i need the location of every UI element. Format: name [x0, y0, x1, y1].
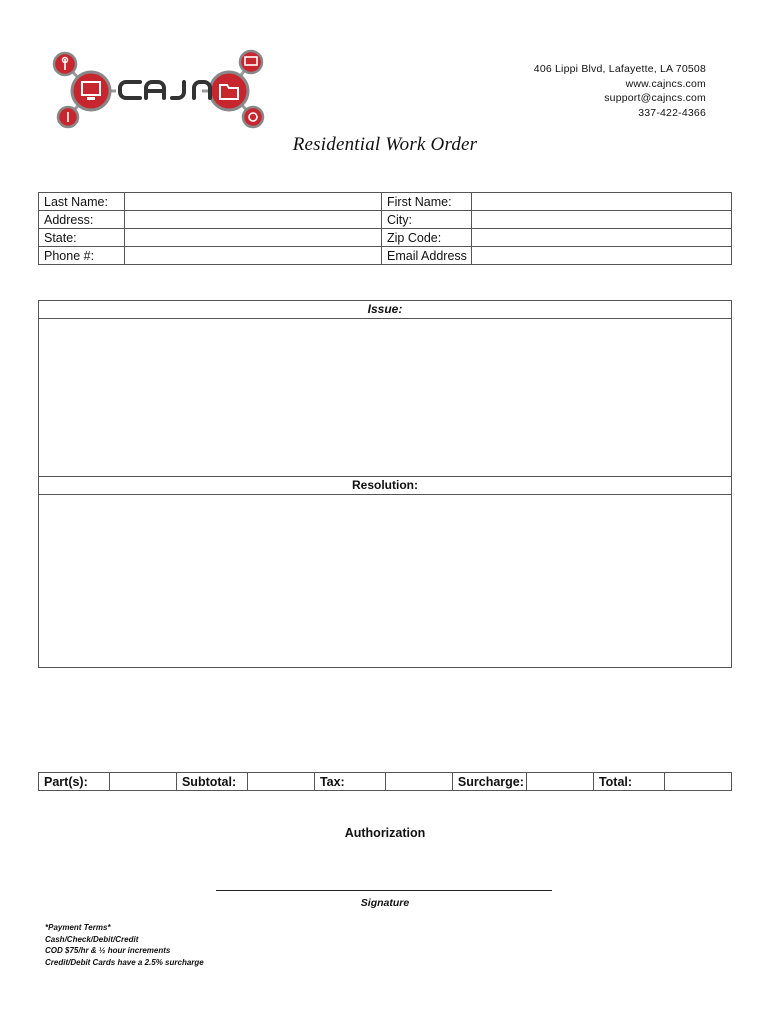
city-label: City: [382, 211, 472, 229]
payment-terms-line: Cash/Check/Debit/Credit [45, 934, 139, 944]
total-field[interactable] [665, 773, 732, 791]
last-name-label: Last Name: [39, 193, 125, 211]
company-email[interactable]: support@cajncs.com [604, 92, 706, 104]
resolution-textarea[interactable] [39, 495, 731, 667]
company-phone: 337-422-4366 [638, 106, 706, 119]
total-label: Total: [593, 773, 664, 791]
payment-terms-line: COD $75/hr & ½ hour increments [45, 946, 171, 955]
first-name-field[interactable] [472, 193, 732, 211]
phone-label: Phone #: [39, 247, 125, 265]
payment-terms-heading: *Payment Terms* [45, 923, 111, 932]
page-title: Residential Work Order [292, 134, 478, 155]
zip-label: Zip Code: [382, 229, 472, 247]
subtotal-label: Subtotal: [176, 773, 247, 791]
surcharge-field[interactable] [527, 773, 594, 791]
address-label: Address: [39, 211, 125, 229]
authorization-heading: Authorization [344, 826, 426, 840]
company-contact [534, 62, 706, 120]
totals-table [38, 772, 732, 791]
issue-resolution-box [38, 300, 732, 668]
state-field[interactable] [125, 229, 382, 247]
issue-header: Issue: [39, 301, 731, 319]
signature-label: Signature [360, 897, 410, 909]
state-label: State: [39, 229, 125, 247]
company-website[interactable]: www.cajncs.com [625, 77, 706, 90]
zip-field[interactable] [472, 229, 732, 247]
cajn-logo [44, 42, 272, 134]
first-name-label: First Name: [382, 193, 472, 211]
address-field[interactable] [125, 211, 382, 229]
email-field[interactable] [472, 247, 732, 265]
city-field[interactable] [472, 211, 732, 229]
company-address: 406 Lippi Blvd, Lafayette, LA 70508 [533, 63, 706, 75]
surcharge-label: Surcharge: [452, 773, 526, 791]
payment-terms [45, 922, 204, 968]
parts-label: Part(s): [39, 773, 110, 791]
email-label: Email Address [382, 247, 472, 265]
tax-field[interactable] [385, 773, 452, 791]
resolution-header: Resolution: [39, 476, 731, 495]
issue-textarea[interactable] [39, 319, 731, 476]
customer-info-table [38, 192, 732, 265]
phone-field[interactable] [125, 247, 382, 265]
payment-terms-line: Credit/Debit Cards have a 2.5% surcharge [45, 957, 204, 967]
tax-label: Tax: [314, 773, 385, 791]
signature-line[interactable] [216, 890, 552, 891]
last-name-field[interactable] [125, 193, 382, 211]
subtotal-field[interactable] [248, 773, 315, 791]
parts-field[interactable] [110, 773, 177, 791]
